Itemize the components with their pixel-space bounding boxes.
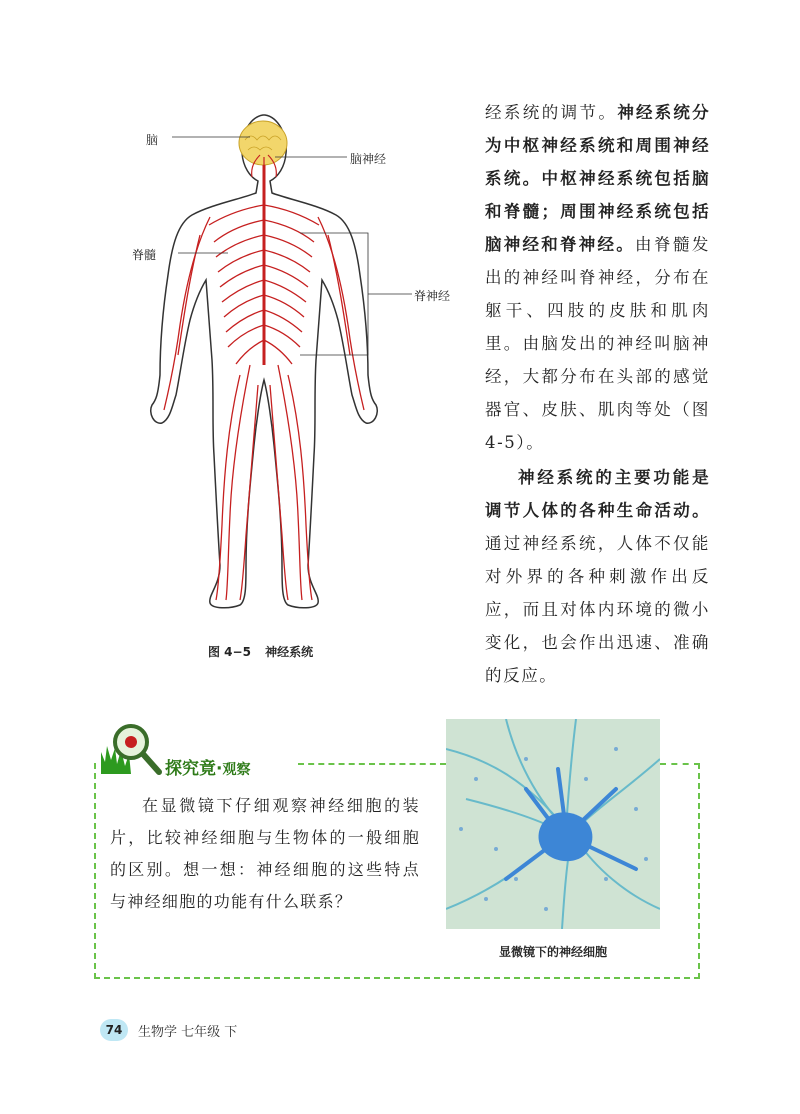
brain-shape xyxy=(239,121,287,165)
label-brain: 脑 xyxy=(146,133,159,147)
book-title: 生物学 七年级 下 xyxy=(138,1025,238,1040)
p1-lead-text: 经系统的调节。 xyxy=(485,103,618,122)
page-number-badge: 74 xyxy=(100,1019,128,1041)
p1-tail-text: 由脊髓发出的神经叫脊神经，分布在躯干、四肢的皮肤和肌肉里。由脑发出的神经叫脑神经，大都分布在头部的感觉器官、皮肤、肌肉等处（图 4-5）。 xyxy=(485,235,710,452)
p1-bold-text: 神经系统分为中枢神经系统和周围神经系统。中枢神经系统包括脑和脊髓；周围神经系统包括脑神经和脊神经。 xyxy=(485,103,711,254)
explore-paragraph: 在显微镜下仔细观察神经细胞的装片，比较神经细胞与生物体的一般细胞的区别。想一想：神经细胞的这些特点与神经细胞的功能有什么联系？ xyxy=(110,796,420,911)
neuron-micrograph xyxy=(446,719,660,929)
label-spinal-cord: 脊髓 xyxy=(132,248,157,262)
paragraph-1 xyxy=(485,96,710,459)
figure-caption-number: 图 4−5 xyxy=(208,645,251,659)
human-body-illustration xyxy=(100,95,480,635)
explore-text xyxy=(110,790,420,918)
explore-subtitle: 观察 xyxy=(222,762,251,778)
label-spinal-nerve: 脊神经 xyxy=(414,289,451,303)
main-text-column xyxy=(485,96,710,692)
explore-separator: · xyxy=(216,759,223,779)
figure-caption xyxy=(208,643,313,660)
p2-tail-text: 通过神经系统，人体不仅能对外界的各种刺激作出反应，而且对体内环境的微小变化，也会作出迅速、准确的反应。 xyxy=(485,534,710,685)
figure-caption-title: 神经系统 xyxy=(265,645,314,659)
paragraph-2 xyxy=(485,461,710,692)
p2-bold-text: 神经系统的主要功能是调节人体的各种生命活动。 xyxy=(485,468,710,520)
label-cranial-nerve: 脑神经 xyxy=(350,152,387,166)
nervous-system-figure xyxy=(100,95,480,665)
micrograph-caption: 显微镜下的神经细胞 xyxy=(498,945,607,959)
explore-title: 探究竟 xyxy=(165,759,216,779)
